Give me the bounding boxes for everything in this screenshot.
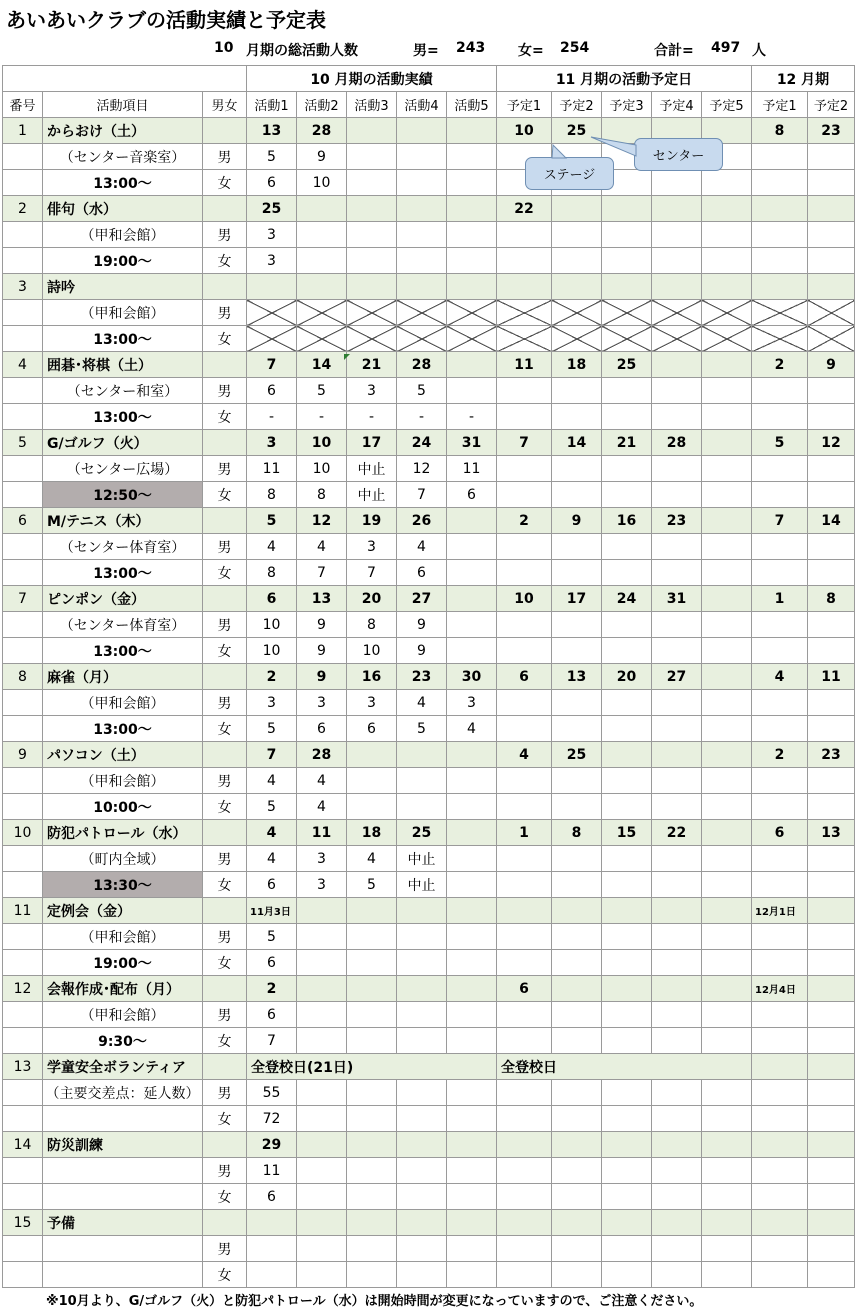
cell-value: 11 bbox=[297, 820, 347, 846]
column-header-10: 予定3 bbox=[602, 92, 652, 118]
gender-label: 男 bbox=[203, 924, 247, 950]
cell-value: 10 bbox=[497, 118, 552, 144]
column-header-5: 活動3 bbox=[347, 92, 397, 118]
cell-value: 1 bbox=[752, 586, 808, 612]
activity-time: 9:30～ bbox=[43, 1028, 203, 1054]
summary-male: 243 bbox=[456, 40, 486, 56]
cell-value: 3 bbox=[297, 872, 347, 898]
column-header-6: 活動4 bbox=[397, 92, 447, 118]
gender-label: 男 bbox=[203, 144, 247, 170]
cell-value: 28 bbox=[397, 352, 447, 378]
gender-label: 男 bbox=[203, 456, 247, 482]
activity-name: 詩吟 bbox=[43, 274, 203, 300]
cell-value: 9 bbox=[297, 638, 347, 664]
summary-total-label: 合計= bbox=[654, 43, 694, 59]
cell-value: 7 bbox=[247, 1028, 297, 1054]
cell-value: 8 bbox=[808, 586, 855, 612]
cell-value: 6 bbox=[247, 872, 297, 898]
column-header-11: 予定4 bbox=[652, 92, 702, 118]
cell-value: 24 bbox=[602, 586, 652, 612]
cell-value: 5 bbox=[752, 430, 808, 456]
cell-value: 6 bbox=[447, 482, 497, 508]
cell-value: 10 bbox=[297, 456, 347, 482]
cell-value: 20 bbox=[347, 586, 397, 612]
cell-value: - bbox=[347, 404, 397, 430]
cell-value: 中止 bbox=[347, 482, 397, 508]
cell-value: 3 bbox=[247, 430, 297, 456]
gender-label: 男 bbox=[203, 222, 247, 248]
activity-name: G/ゴルフ（火） bbox=[43, 430, 203, 456]
row-number: 15 bbox=[3, 1210, 43, 1236]
cell-value: 11 bbox=[447, 456, 497, 482]
cell-value: 10 bbox=[297, 430, 347, 456]
cell-value: 8 bbox=[247, 482, 297, 508]
cell-value: 4 bbox=[297, 794, 347, 820]
gender-label: 女 bbox=[203, 482, 247, 508]
activity-time: 13:00～ bbox=[43, 716, 203, 742]
cell-value: 7 bbox=[247, 352, 297, 378]
cell-value: 55 bbox=[247, 1080, 297, 1106]
column-header-2: 男女 bbox=[203, 92, 247, 118]
activity-name: 麻雀（月） bbox=[43, 664, 203, 690]
gender-label: 男 bbox=[203, 612, 247, 638]
column-header-13: 予定1 bbox=[752, 92, 808, 118]
cell-value: 6 bbox=[347, 716, 397, 742]
cell-value: 14 bbox=[552, 430, 602, 456]
cell-value: 4 bbox=[247, 820, 297, 846]
cell-value: 9 bbox=[552, 508, 602, 534]
cell-value: 11 bbox=[808, 664, 855, 690]
gender-label: 女 bbox=[203, 248, 247, 274]
row-number: 9 bbox=[3, 742, 43, 768]
gender-label: 男 bbox=[203, 1080, 247, 1106]
cell-value: 16 bbox=[347, 664, 397, 690]
cell-value: 21 bbox=[347, 352, 397, 378]
gender-label: 女 bbox=[203, 326, 247, 352]
gender-label: 男 bbox=[203, 1002, 247, 1028]
cell-value: 8 bbox=[247, 560, 297, 586]
row-number: 7 bbox=[3, 586, 43, 612]
cell-value: 6 bbox=[247, 378, 297, 404]
cell-value: 6 bbox=[297, 716, 347, 742]
cell-value: 4 bbox=[447, 716, 497, 742]
activity-name: 防犯パトロール（水） bbox=[43, 820, 203, 846]
activity-name: 防災訓練 bbox=[43, 1132, 203, 1158]
cell-value: 10 bbox=[247, 612, 297, 638]
cell-value: 12月4日 bbox=[752, 976, 808, 1002]
cell-value: 8 bbox=[752, 118, 808, 144]
activity-time: 13:00～ bbox=[43, 404, 203, 430]
comment-marker-icon bbox=[344, 354, 350, 360]
gender-label: 男 bbox=[203, 300, 247, 326]
cell-value: 9 bbox=[808, 352, 855, 378]
cell-value: 25 bbox=[552, 742, 602, 768]
cell-value: 21 bbox=[602, 430, 652, 456]
cell-value: 9 bbox=[297, 664, 347, 690]
gender-label: 女 bbox=[203, 1106, 247, 1132]
cell-value: 7 bbox=[497, 430, 552, 456]
cell-value: 5 bbox=[397, 378, 447, 404]
cell-value: 12 bbox=[808, 430, 855, 456]
cell-value: 28 bbox=[297, 742, 347, 768]
summary-unit: 人 bbox=[752, 43, 766, 59]
cell-value: 11 bbox=[497, 352, 552, 378]
cell-value: 26 bbox=[397, 508, 447, 534]
activity-location: （センター広場） bbox=[43, 456, 203, 482]
cell-value: 10 bbox=[247, 638, 297, 664]
activity-location: （甲和会館） bbox=[43, 222, 203, 248]
cell-value: 28 bbox=[652, 430, 702, 456]
cell-value: 4 bbox=[297, 768, 347, 794]
cell-value: 4 bbox=[347, 846, 397, 872]
cell-value: - bbox=[297, 404, 347, 430]
cell-value: 全登校日(21日) bbox=[247, 1054, 497, 1080]
cell-value: 12 bbox=[397, 456, 447, 482]
cell-value: 23 bbox=[652, 508, 702, 534]
column-header-8: 予定1 bbox=[497, 92, 552, 118]
cell-value: 中止 bbox=[397, 846, 447, 872]
row-number: 1 bbox=[3, 118, 43, 144]
gender-label: 女 bbox=[203, 872, 247, 898]
cell-value: 2 bbox=[752, 352, 808, 378]
gender-label: 男 bbox=[203, 690, 247, 716]
row-number: 10 bbox=[3, 820, 43, 846]
cell-value: 6 bbox=[247, 170, 297, 196]
column-header-7: 活動5 bbox=[447, 92, 497, 118]
activity-name: パソコン（土） bbox=[43, 742, 203, 768]
cell-value: 27 bbox=[652, 664, 702, 690]
cell-value: 14 bbox=[808, 508, 855, 534]
gender-label: 男 bbox=[203, 1158, 247, 1184]
activity-location: （甲和会館） bbox=[43, 768, 203, 794]
activity-location: （町内全域） bbox=[43, 846, 203, 872]
gender-label: 男 bbox=[203, 846, 247, 872]
callout-center: センター bbox=[634, 138, 723, 171]
footer-note: ※10月より、G/ゴルフ（火）と防犯パトロール（水）は開始時間が変更になっていますので、ご注意ください。 bbox=[46, 1294, 703, 1309]
summary-month: 10 bbox=[214, 40, 234, 56]
cell-value: 13 bbox=[297, 586, 347, 612]
cell-value: 6 bbox=[247, 950, 297, 976]
header-december: 12 月期 bbox=[752, 66, 855, 92]
cell-value: 25 bbox=[397, 820, 447, 846]
activity-location: （主要交差点：延人数） bbox=[43, 1080, 203, 1106]
cell-value: 12月1日 bbox=[752, 898, 808, 924]
cell-value: 6 bbox=[752, 820, 808, 846]
gender-label: 女 bbox=[203, 716, 247, 742]
cell-value: 4 bbox=[247, 846, 297, 872]
cell-value: 3 bbox=[297, 846, 347, 872]
cell-value: 2 bbox=[497, 508, 552, 534]
row-number: 3 bbox=[3, 274, 43, 300]
column-header-9: 予定2 bbox=[552, 92, 602, 118]
cell-value: 4 bbox=[247, 534, 297, 560]
cell-value: 72 bbox=[247, 1106, 297, 1132]
gender-label: 男 bbox=[203, 378, 247, 404]
cell-value: 8 bbox=[552, 820, 602, 846]
cell-value: 18 bbox=[552, 352, 602, 378]
activity-time: 13:30～ bbox=[43, 872, 203, 898]
gender-label: 男 bbox=[203, 768, 247, 794]
cell-value: 全登校日 bbox=[497, 1054, 752, 1080]
cell-value: 12 bbox=[297, 508, 347, 534]
activity-time: 12:50～ bbox=[43, 482, 203, 508]
cell-value: 9 bbox=[297, 144, 347, 170]
activity-time: 13:00～ bbox=[43, 638, 203, 664]
cell-value: 25 bbox=[247, 196, 297, 222]
row-number: 11 bbox=[3, 898, 43, 924]
cell-value: 10 bbox=[297, 170, 347, 196]
gender-label: 女 bbox=[203, 404, 247, 430]
cell-value: 18 bbox=[347, 820, 397, 846]
cell-value: 13 bbox=[808, 820, 855, 846]
cell-value: 4 bbox=[397, 534, 447, 560]
gender-label: 女 bbox=[203, 170, 247, 196]
callout-stage-pointer bbox=[552, 145, 566, 158]
cell-value: 7 bbox=[297, 560, 347, 586]
cell-value: 7 bbox=[347, 560, 397, 586]
cell-value: 17 bbox=[552, 586, 602, 612]
activity-name: M/テニス（木） bbox=[43, 508, 203, 534]
row-number: 14 bbox=[3, 1132, 43, 1158]
summary-female-label: 女= bbox=[518, 43, 544, 59]
gender-label: 女 bbox=[203, 638, 247, 664]
cell-value: 16 bbox=[602, 508, 652, 534]
cell-value: 23 bbox=[397, 664, 447, 690]
cell-value: 3 bbox=[247, 248, 297, 274]
cell-value: 13 bbox=[552, 664, 602, 690]
cell-value: 23 bbox=[808, 742, 855, 768]
activity-name: からおけ（土） bbox=[43, 118, 203, 144]
activity-location: （甲和会館） bbox=[43, 690, 203, 716]
cell-value: 5 bbox=[247, 508, 297, 534]
cell-value: - bbox=[397, 404, 447, 430]
cell-value: 5 bbox=[397, 716, 447, 742]
gender-label: 男 bbox=[203, 534, 247, 560]
gender-label: 女 bbox=[203, 950, 247, 976]
cell-value: 11 bbox=[247, 1158, 297, 1184]
column-header-0: 番号 bbox=[3, 92, 43, 118]
activity-location: （甲和会館） bbox=[43, 924, 203, 950]
cell-value: 6 bbox=[497, 664, 552, 690]
cell-value: 5 bbox=[347, 872, 397, 898]
activity-location: （センター和室） bbox=[43, 378, 203, 404]
cell-value: 19 bbox=[347, 508, 397, 534]
cell-value: 5 bbox=[297, 378, 347, 404]
activity-time: 19:00～ bbox=[43, 950, 203, 976]
cell-value: 27 bbox=[397, 586, 447, 612]
row-number: 6 bbox=[3, 508, 43, 534]
cell-value: 10 bbox=[497, 586, 552, 612]
cell-value: 11 bbox=[247, 456, 297, 482]
cell-value: 7 bbox=[397, 482, 447, 508]
column-header-3: 活動1 bbox=[247, 92, 297, 118]
activity-name: 学童安全ボランティア bbox=[43, 1054, 203, 1080]
activity-location: （甲和会館） bbox=[43, 300, 203, 326]
cell-value: 6 bbox=[397, 560, 447, 586]
callout-center-pointer bbox=[591, 137, 636, 156]
summary-male-label: 男= bbox=[413, 43, 439, 59]
cell-value: - bbox=[447, 404, 497, 430]
cell-value: 29 bbox=[247, 1132, 297, 1158]
cell-value: 4 bbox=[497, 742, 552, 768]
cell-value: 4 bbox=[297, 534, 347, 560]
column-header-14: 予定2 bbox=[808, 92, 855, 118]
column-header-1: 活動項目 bbox=[43, 92, 203, 118]
gender-label: 女 bbox=[203, 794, 247, 820]
activity-name: 俳句（水） bbox=[43, 196, 203, 222]
cell-value: 8 bbox=[347, 612, 397, 638]
gender-label: 女 bbox=[203, 1184, 247, 1210]
cell-value: 25 bbox=[602, 352, 652, 378]
cell-value: 20 bbox=[602, 664, 652, 690]
cell-value: 6 bbox=[497, 976, 552, 1002]
cell-value: 6 bbox=[247, 1184, 297, 1210]
cell-value: 9 bbox=[397, 612, 447, 638]
gender-label: 男 bbox=[203, 1236, 247, 1262]
cell-value: 5 bbox=[247, 716, 297, 742]
cell-value: 4 bbox=[247, 768, 297, 794]
activity-time: 13:00～ bbox=[43, 170, 203, 196]
gender-label: 女 bbox=[203, 560, 247, 586]
summary-label: 月期の総活動人数 bbox=[246, 43, 358, 59]
cell-value: 15 bbox=[602, 820, 652, 846]
row-number: 5 bbox=[3, 430, 43, 456]
cell-value: 3 bbox=[347, 690, 397, 716]
activity-name: 予備 bbox=[43, 1210, 203, 1236]
cell-value: 3 bbox=[347, 378, 397, 404]
activity-name: 定例会（金） bbox=[43, 898, 203, 924]
activity-time: 10:00～ bbox=[43, 794, 203, 820]
cell-value: 3 bbox=[247, 222, 297, 248]
column-header-12: 予定5 bbox=[702, 92, 752, 118]
cell-value: 3 bbox=[247, 690, 297, 716]
activity-time: 13:00～ bbox=[43, 326, 203, 352]
cell-value: 30 bbox=[447, 664, 497, 690]
cell-value: 17 bbox=[347, 430, 397, 456]
cell-value: 3 bbox=[347, 534, 397, 560]
cell-value: 中止 bbox=[347, 456, 397, 482]
cell-value: 23 bbox=[808, 118, 855, 144]
page-title: あいあいクラブの活動実績と予定表 bbox=[6, 8, 326, 32]
row-number: 12 bbox=[3, 976, 43, 1002]
cell-value: 31 bbox=[447, 430, 497, 456]
activity-name: ピンポン（金） bbox=[43, 586, 203, 612]
activity-time: 13:00～ bbox=[43, 560, 203, 586]
activity-name: 囲碁･将棋（土） bbox=[43, 352, 203, 378]
cell-value: 7 bbox=[247, 742, 297, 768]
cell-value: 28 bbox=[297, 118, 347, 144]
activity-name: 会報作成･配布（月） bbox=[43, 976, 203, 1002]
summary-total: 497 bbox=[711, 40, 741, 56]
row-number: 4 bbox=[3, 352, 43, 378]
cell-value: 1 bbox=[497, 820, 552, 846]
callout-stage: ステージ bbox=[525, 157, 614, 190]
cell-value: 2 bbox=[752, 742, 808, 768]
cell-value: 4 bbox=[752, 664, 808, 690]
header-october-results: 10 月期の活動実績 bbox=[247, 66, 497, 92]
cell-value: 8 bbox=[297, 482, 347, 508]
cell-value: 11月3日 bbox=[247, 898, 297, 924]
row-number: 8 bbox=[3, 664, 43, 690]
cell-value: 14 bbox=[297, 352, 347, 378]
cell-value: 6 bbox=[247, 1002, 297, 1028]
activity-location: （センター体育室） bbox=[43, 612, 203, 638]
activity-location: （センター音楽室） bbox=[43, 144, 203, 170]
header-november-plan: 11 月期の活動予定日 bbox=[497, 66, 752, 92]
gender-label: 女 bbox=[203, 1028, 247, 1054]
cell-value: 22 bbox=[652, 820, 702, 846]
activity-location: （甲和会館） bbox=[43, 1002, 203, 1028]
cell-value: 6 bbox=[247, 586, 297, 612]
cell-value: 22 bbox=[497, 196, 552, 222]
cell-value: 13 bbox=[247, 118, 297, 144]
activity-location: （センター体育室） bbox=[43, 534, 203, 560]
activity-time: 19:00～ bbox=[43, 248, 203, 274]
cell-value: 5 bbox=[247, 794, 297, 820]
cell-value: 2 bbox=[247, 976, 297, 1002]
cell-value: 3 bbox=[297, 690, 347, 716]
cell-value: 7 bbox=[752, 508, 808, 534]
cell-value: 中止 bbox=[397, 872, 447, 898]
cell-value: 5 bbox=[247, 144, 297, 170]
cell-value: 25 bbox=[552, 118, 602, 144]
cell-value: 5 bbox=[247, 924, 297, 950]
cell-value: 10 bbox=[347, 638, 397, 664]
cell-value: 2 bbox=[247, 664, 297, 690]
cell-value: - bbox=[247, 404, 297, 430]
row-number: 13 bbox=[3, 1054, 43, 1080]
cell-value: 24 bbox=[397, 430, 447, 456]
cell-value: 3 bbox=[447, 690, 497, 716]
summary-female: 254 bbox=[560, 40, 590, 56]
cell-value: 31 bbox=[652, 586, 702, 612]
cell-value: 9 bbox=[397, 638, 447, 664]
row-number: 2 bbox=[3, 196, 43, 222]
column-header-4: 活動2 bbox=[297, 92, 347, 118]
cell-value: 4 bbox=[397, 690, 447, 716]
cell-value: 9 bbox=[297, 612, 347, 638]
gender-label: 女 bbox=[203, 1262, 247, 1288]
